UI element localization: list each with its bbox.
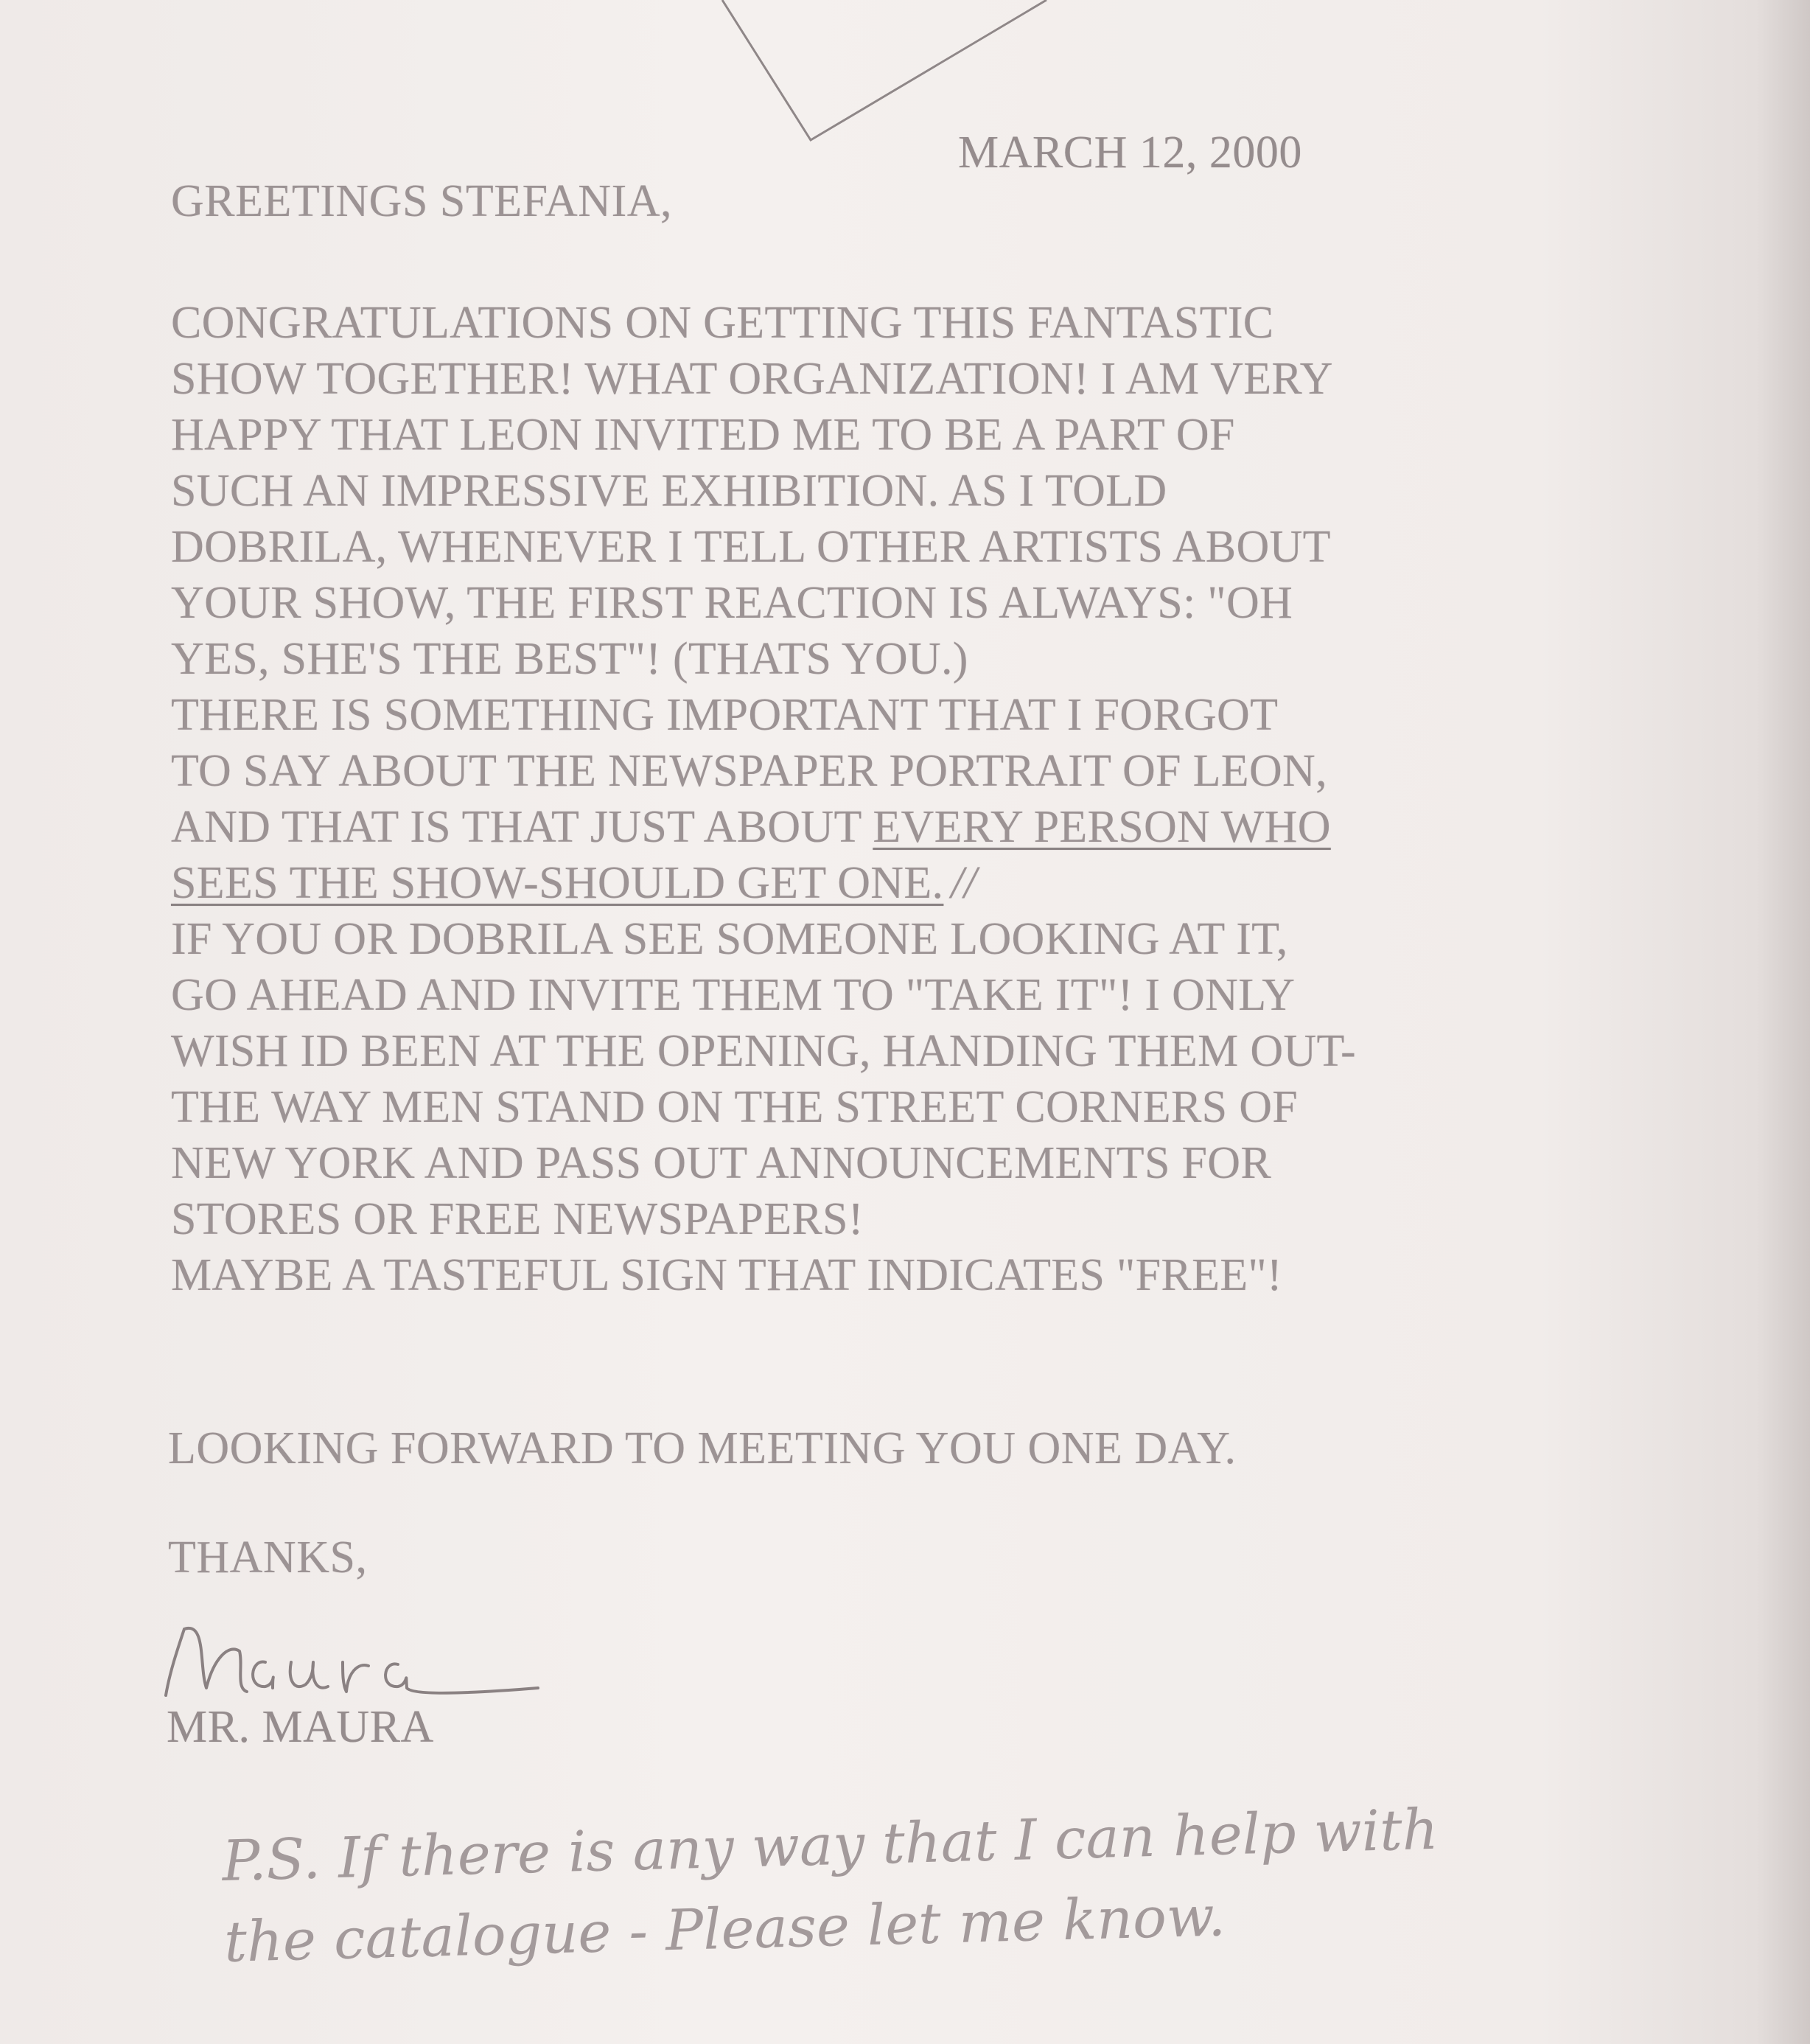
letter-date: MARCH 12, 2000 — [958, 128, 1302, 178]
postscript-line: P.S. If there is any way that I can help with — [221, 1796, 1439, 1894]
body-line: THERE IS SOMETHING IMPORTANT THAT I FORGOT — [171, 690, 1279, 740]
body-line: YES, SHE'S THE BEST"! (THATS YOU.) — [171, 634, 968, 684]
body-line: CONGRATULATIONS ON GETTING THIS FANTASTIC — [171, 298, 1274, 348]
body-line: IF YOU OR DOBRILA SEE SOMEONE LOOKING AT IT, — [171, 914, 1288, 964]
body-line: YOUR SHOW, THE FIRST REACTION IS ALWAYS: "OH — [171, 578, 1293, 628]
body-line: STORES OR FREE NEWSPAPERS! — [171, 1194, 864, 1244]
handwritten-marks: // — [951, 858, 977, 908]
body-line: GO AHEAD AND INVITE THEM TO "TAKE IT"! I ONLY — [171, 970, 1296, 1020]
body-line-with-underline — [171, 799, 1571, 855]
body-line: SHOW TOGETHER! WHAT ORGANIZATION! I AM VERY — [171, 354, 1333, 404]
body-line: DOBRILA, WHENEVER I TELL OTHER ARTISTS ABOUT — [171, 522, 1331, 572]
handwritten-signature — [155, 1600, 567, 1710]
body-line: MAYBE A TASTEFUL SIGN THAT INDICATES "FREE"! — [171, 1250, 1282, 1300]
underlined-phrase: EVERY PERSON WHO — [873, 802, 1331, 852]
body-line: HAPPY THAT LEON INVITED ME TO BE A PART OF — [171, 410, 1235, 460]
letter-closing: LOOKING FORWARD TO MEETING YOU ONE DAY. — [168, 1423, 1237, 1473]
body-line-start: AND THAT IS THAT JUST ABOUT — [171, 802, 873, 852]
underlined-phrase: SEES THE SHOW-SHOULD GET ONE. — [171, 858, 944, 908]
body-line: THE WAY MEN STAND ON THE STREET CORNERS OF — [171, 1082, 1299, 1132]
letter-thanks: THANKS, — [168, 1532, 368, 1583]
postscript-line: the catalogue - Please let me know. — [223, 1883, 1226, 1975]
body-line: NEW YORK AND PASS OUT ANNOUNCEMENTS FOR — [171, 1138, 1272, 1188]
letter-greeting: GREETINGS STEFANIA, — [171, 176, 672, 226]
body-line: SUCH AN IMPRESSIVE EXHIBITION. AS I TOLD — [171, 466, 1167, 516]
body-line: WISH ID BEEN AT THE OPENING, HANDING THEM OUT- — [171, 1026, 1356, 1076]
body-line-underlined — [171, 855, 1571, 911]
body-line: TO SAY ABOUT THE NEWSPAPER PORTRAIT OF LEON, — [171, 746, 1327, 796]
letter-body — [171, 295, 1571, 1303]
signer-name: MR. MAURA — [167, 1702, 434, 1752]
